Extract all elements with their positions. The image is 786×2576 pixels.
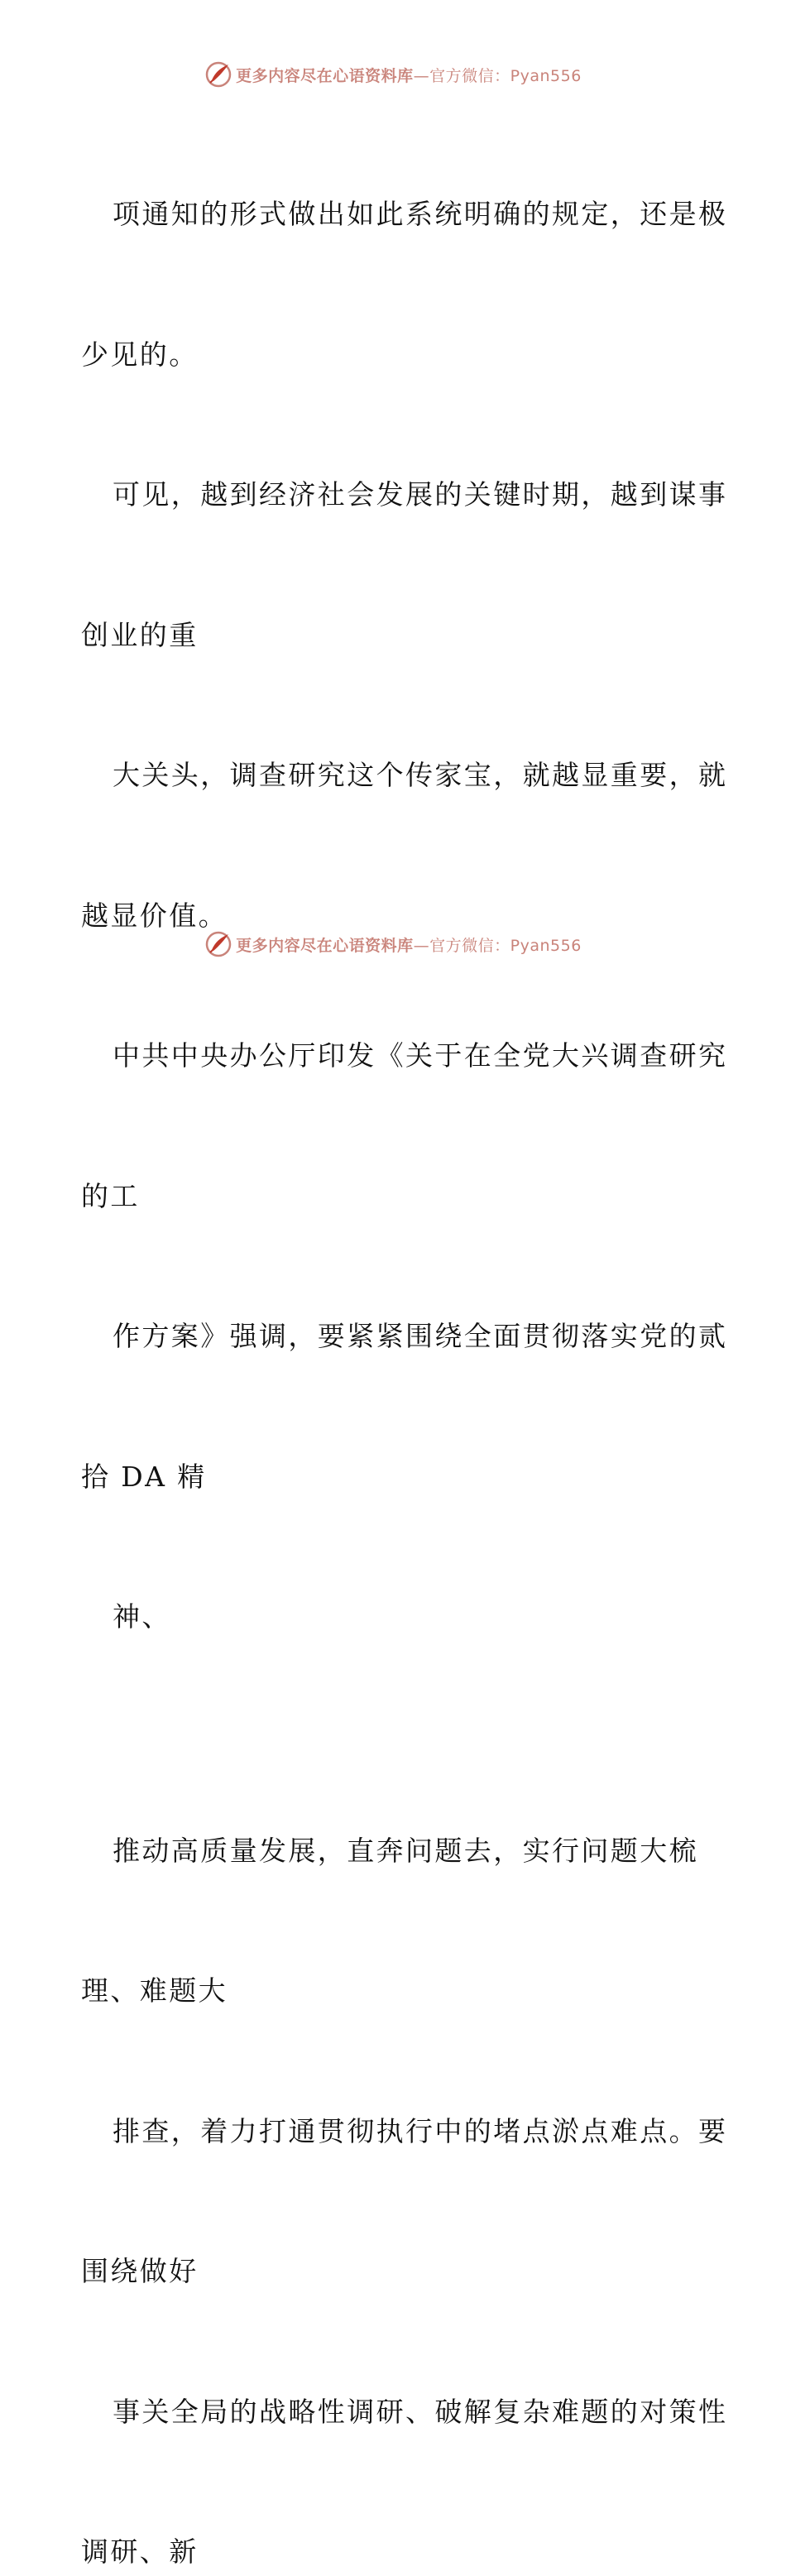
header-watermark (0, 58, 786, 91)
paragraph (81, 2295, 728, 2530)
paragraph (81, 936, 728, 1173)
header-contact-text: 官方微信：Pyan556 (429, 66, 582, 85)
text-line: 作方案》强调，要紧紧围绕全面贯彻落实党的贰 (113, 1320, 728, 1352)
paragraph (81, 1220, 728, 1454)
text-line: 大关头，调查研究这个传家宝，就越显重要，就 (113, 759, 728, 791)
footer-separator: — (413, 936, 430, 955)
text-line: 推动高质量发展，直奔问题去，实行问题大梳 (113, 1834, 698, 1867)
text-line: 少见的。 (81, 338, 199, 371)
header-separator: — (413, 66, 430, 85)
text-line: 中共中央办公厅印发《关于在全党大兴调查研究 (113, 1039, 728, 1072)
quill-logo-icon (204, 60, 232, 89)
text-line: 理、难题大 (81, 1974, 228, 2007)
quill-logo-icon (204, 930, 232, 958)
paragraph (81, 1734, 710, 1969)
text-line: 拾 DA 精 (81, 1460, 207, 1493)
text-line: 排查，着力打通贯彻执行中的堵点淤点难点。要 (113, 2114, 728, 2147)
text-line: 围绕做好 (81, 2255, 199, 2287)
text-line: 神、 (113, 1600, 171, 1633)
paragraph (81, 378, 728, 612)
text-line: 的工 (81, 1179, 140, 1212)
document-body (81, 98, 728, 2576)
paragraph (81, 659, 728, 893)
text-line: 调研、新 (81, 2535, 199, 2568)
paragraph (81, 2015, 728, 2249)
footer-contact-text: 官方微信：Pyan556 (429, 936, 582, 955)
text-line: 可见，越到经济社会发展的关键时期，越到谋事 (113, 478, 728, 511)
header-brand-text: 更多内容尽在心语资料库 (236, 66, 414, 85)
text-line: 越显价值。 (81, 899, 228, 932)
paragraph (81, 98, 728, 332)
footer-brand-text: 更多内容尽在心语资料库 (236, 936, 414, 955)
text-line: 项通知的形式做出如此系统明确的规定，还是极 (113, 198, 728, 230)
text-line: 事关全局的战略性调研、破解复杂难题的对策性 (113, 2395, 728, 2428)
footer-watermark (0, 928, 786, 961)
text-line: 创业的重 (81, 618, 199, 651)
paragraph (81, 1500, 710, 1734)
